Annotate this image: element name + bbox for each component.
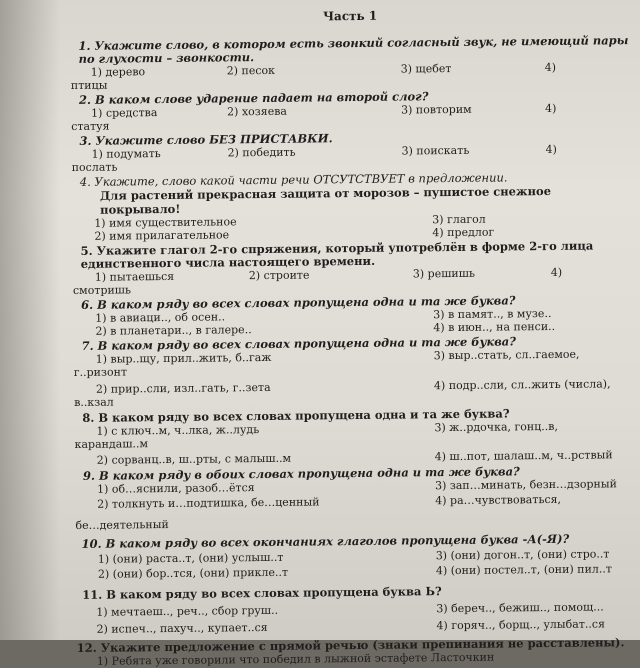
question-1 bbox=[70, 34, 631, 92]
q7-option-2: 2) прир..сли, изл..гать, г..зета bbox=[95, 380, 271, 396]
q4-option-1: 1) имя существительное bbox=[94, 215, 237, 230]
question-8 bbox=[74, 406, 635, 467]
q6-option-1: 1) в авиаци.., об осен.. bbox=[95, 310, 226, 325]
q6-option-4: 4) в июн.., на пенси.. bbox=[433, 319, 556, 335]
q8-option-3-continued: карандаш..м bbox=[74, 437, 149, 451]
question-4-header: 4. Укажите, слово какой части речи ОТСУТСТВУЕТ в предложении. bbox=[79, 170, 508, 189]
q3-option-1: 1) подумать bbox=[91, 147, 161, 161]
q10-option-2: 2) (они) бор..тся, (они) прикле..т bbox=[97, 565, 289, 581]
question-3 bbox=[71, 129, 631, 174]
q8-option-4: 4) ш..пот, шалаш..м, ч..рствый bbox=[434, 448, 613, 464]
q10-option-3: 3) (они) догон..т, (они) стро..т bbox=[435, 547, 610, 563]
q6-option-3: 3) в памят.., в музе.. bbox=[433, 306, 552, 322]
q11-option-4: 4) горяч.., борщ.., улыбат..ся bbox=[436, 617, 606, 633]
question-5 bbox=[73, 239, 634, 297]
q2-option-1: 1) средства bbox=[91, 106, 158, 120]
q7-option-1: 1) выр..щу, прил..жить, б..гаж bbox=[95, 350, 272, 366]
question-6-header: 6. В каком ряду во всех словах пропущена одна и та же буква? bbox=[81, 293, 516, 312]
question-9 bbox=[75, 464, 636, 532]
q2-option-4: 4) bbox=[545, 101, 557, 116]
question-4 bbox=[72, 170, 633, 243]
q5-option-3: 3) решишь bbox=[412, 266, 476, 281]
question-11-options-row-2 bbox=[76, 617, 636, 636]
q5-option-2: 2) строите bbox=[248, 268, 310, 283]
q8-option-2: 2) сорванц..в, ш..рты, с малыш..м bbox=[96, 451, 292, 467]
q1-option-4: 4) bbox=[544, 60, 557, 75]
question-11-options-row-1 bbox=[76, 600, 636, 619]
question-2 bbox=[71, 88, 631, 133]
question-8-header: 8. В каком ряду во всех словах пропущена одна и та же буква? bbox=[82, 406, 510, 425]
q9-option-4-continued: бе…деятельный bbox=[75, 517, 169, 532]
q12-option-1: 1) Ребята уже говорили что победил в лыжной эстафете Ласточкин bbox=[96, 650, 495, 668]
question-10 bbox=[76, 532, 636, 581]
q1-option-2: 2) песок bbox=[226, 63, 276, 78]
q11-option-2: 2) испеч.., пахуч.., купает..ся bbox=[96, 620, 268, 636]
q2-option-3: 3) повторим bbox=[401, 102, 472, 117]
question-2-header: 2. В каком слове ударение падает на второй слог? bbox=[78, 89, 429, 107]
q9-option-3: 3) зап…минать, безн…дзорный bbox=[434, 477, 617, 493]
q4-option-4: 4) предлог bbox=[432, 225, 495, 240]
q7-option-4-continued: в..кзал bbox=[74, 395, 114, 409]
page-title: Часть 1 bbox=[322, 8, 378, 24]
q3-option-3: 3) поискать bbox=[401, 143, 470, 158]
question-7-header: 7. В каком ряду во всех словах пропущена одна и та же буква? bbox=[81, 334, 517, 353]
q8-option-3: 3) ж..рдочка, гонц..в, bbox=[434, 419, 559, 435]
q1-option-4-text: птицы bbox=[70, 78, 108, 92]
q9-option-4: 4) ра…чувствоваться, bbox=[435, 492, 562, 508]
q5-option-4: 4) bbox=[550, 265, 563, 279]
q10-option-4: 4) (они) постел..т, (они) пил..т bbox=[435, 562, 613, 578]
q7-option-4: 4) подр..сли, сл..жить (числа), bbox=[433, 377, 611, 393]
q3-option-4-text: послать bbox=[71, 160, 118, 174]
q9-option-2: 2) толкнуть и…подтишка, бе…ценный bbox=[97, 495, 320, 511]
question-11 bbox=[76, 583, 636, 636]
q1-option-3: 3) щебет bbox=[400, 62, 452, 76]
q4-option-3: 3) глагол bbox=[432, 212, 486, 227]
question-3-header: 3. Укажите слово БЕЗ ПРИСТАВКИ. bbox=[79, 131, 333, 148]
question-12 bbox=[77, 636, 637, 668]
question-11-header: 11. В каком ряду во всех словах пропущена буква Ь? bbox=[82, 584, 442, 602]
q2-option-2: 2) хозяева bbox=[227, 104, 287, 119]
q1-option-1: 1) дерево bbox=[90, 65, 146, 79]
question-10-header: 10. В каком ряду во всех окончаниях глаголов пропущена буква -А(-Я)? bbox=[81, 531, 570, 551]
question-12-header: 12. Укажите предложение с прямой речью (знаки препинания не расставлены). bbox=[76, 635, 625, 655]
question-5-header: 5. Укажите глагол 2-го спряжения, который употреблён в форме 2-го лица единственного числа настоящего времени. bbox=[80, 238, 594, 271]
q2-option-4-text: статуя bbox=[71, 119, 110, 133]
q5-option-4-text: смотришь bbox=[72, 283, 132, 297]
page-shadow bbox=[0, 0, 60, 640]
q8-option-1: 1) с ключ..м, ч..лка, ж..лудь bbox=[96, 423, 260, 438]
question-4-sentence: Для растений прекрасная защита от морозов – пушистое снежное покрывало! bbox=[99, 183, 552, 217]
q11-option-3: 3) береч.., бежиш.., помощ... bbox=[436, 600, 604, 616]
q5-option-1: 1) пытаешься bbox=[94, 269, 175, 284]
question-7 bbox=[73, 334, 634, 409]
q4-option-2: 2) имя прилагательное bbox=[94, 228, 230, 243]
q3-option-2: 2) победить bbox=[227, 145, 296, 160]
question-1-header: 1. Укажите слово, в котором есть звонкий согласный звук, не имеющий пары по глухости – звонкости. bbox=[78, 33, 629, 66]
q9-option-1: 1) об…яснили, разоб…ётся bbox=[96, 481, 255, 496]
worksheet-page bbox=[70, 0, 637, 668]
question-9-header: 9. В каком ряду в обоих словах пропущена одна и та же буква? bbox=[82, 464, 520, 483]
q10-option-1: 1) (они) раста..т, (они) услыш..т bbox=[97, 550, 284, 566]
q11-option-1: 1) мечтаеш.., реч.., сбор груш.. bbox=[96, 603, 279, 619]
q6-option-2: 2) в планетари.., в галере.. bbox=[95, 323, 252, 338]
q7-option-3-continued: г..ризонт bbox=[73, 365, 128, 379]
q3-option-4: 4) bbox=[545, 142, 557, 157]
q7-option-3: 3) выр..стать, сл..гаемое, bbox=[433, 347, 580, 363]
question-6 bbox=[73, 293, 633, 338]
